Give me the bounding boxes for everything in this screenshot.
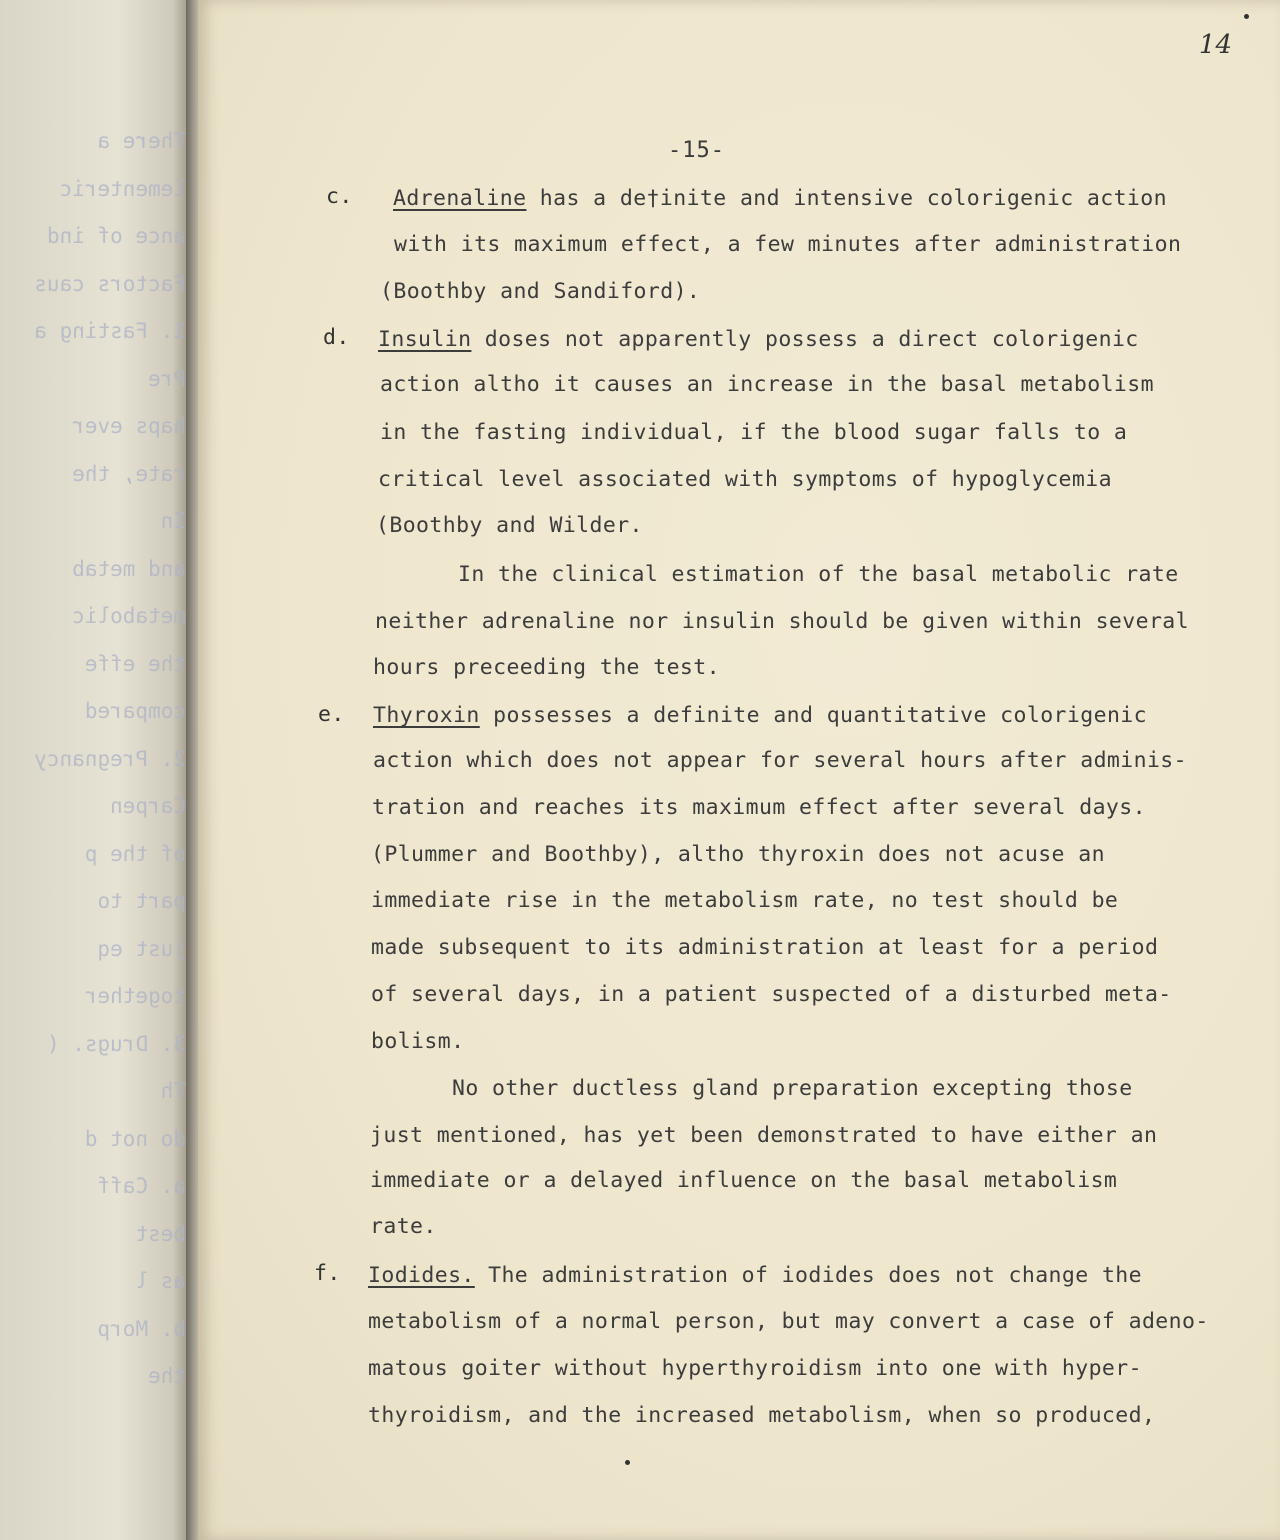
para-2-line-1: No other ductless gland preparation excepting those — [452, 1076, 1133, 1101]
para-2-line-3: immediate or a delayed influence on the basal metabolism — [370, 1168, 1118, 1193]
ghost-line: lementeric — [59, 176, 186, 201]
para-2-line-4: rate. — [370, 1214, 437, 1239]
ghost-line: together — [84, 984, 186, 1008]
item-e-line-2: action which does not appear for several hours after adminis- — [373, 748, 1187, 773]
ink-dot-corner — [1244, 14, 1249, 19]
item-f-line-4: thyroidism, and the increased metabolism, when so produced, — [368, 1403, 1156, 1428]
ghost-line: rate, the — [72, 461, 186, 486]
item-e-line-6: made subsequent to its administration at least for a period — [371, 935, 1159, 960]
ghost-line: b. Morp — [97, 1316, 186, 1341]
left-page-bleedthrough — [0, 0, 196, 1540]
para-1-line-1: In the clinical estimation of the basal metabolic rate — [458, 562, 1179, 587]
item-marker-c: c. — [326, 184, 353, 209]
item-e-line-7: of several days, in a patient suspected of a disturbed meta- — [371, 982, 1172, 1007]
ghost-line: There a — [97, 129, 186, 153]
term-insulin: Insulin — [378, 327, 472, 352]
term-adrenaline: Adrenaline — [393, 186, 527, 211]
item-d-line-4: critical level associated with symptoms of hypoglycemia — [378, 467, 1112, 492]
ghost-line: Pre — [148, 366, 186, 391]
term-iodides: Iodides. — [368, 1263, 475, 1288]
ghost-text — [6, 118, 186, 1401]
ghost-line: a. Caff — [97, 1174, 186, 1198]
item-e-line-3: tration and reaches its maximum effect after several days. — [372, 795, 1146, 820]
ghost-line: 2. Pregnancy — [34, 746, 186, 771]
ghost-line: the — [148, 1364, 186, 1388]
term-thyroxin: Thyroxin — [373, 703, 480, 728]
ghost-line: of the p — [84, 841, 186, 866]
item-marker-e: e. — [318, 702, 345, 727]
ghost-line: do not d — [84, 1126, 186, 1151]
item-c-line-3: (Boothby and Sandiford). — [380, 279, 701, 304]
ink-dot — [625, 1460, 630, 1465]
item-d-line-3: in the fasting individual, if the blood sugar falls to a — [380, 420, 1128, 445]
ghost-line: 3. Drugs. ( — [46, 1031, 186, 1056]
ghost-line: metabolic — [72, 604, 186, 628]
item-f-line-2: metabolism of a normal person, but may convert a case of adeno- — [368, 1309, 1209, 1334]
ghost-line: the effe — [84, 651, 186, 676]
ghost-line: 1. Fasting a — [34, 319, 186, 343]
item-d-line-2: action altho it causes an increase in the basal metabolism — [380, 372, 1154, 397]
item-e-line-1: Thyroxin possesses a definite and quantitative colorigenic — [373, 703, 1147, 728]
ghost-line: part to — [97, 889, 186, 913]
ghost-line: and metab — [72, 556, 186, 581]
item-e-line-4: (Plummer and Boothby), altho thyroxin does not acuse an — [371, 842, 1105, 867]
para-1-line-3: hours preceeding the test. — [373, 655, 720, 680]
item-f-line-1: Iodides. The administration of iodides does not change the — [368, 1263, 1142, 1288]
item-e-line-5: immediate rise in the metabolism rate, no test should be — [371, 888, 1119, 913]
para-1-line-2: neither adrenaline nor insulin should be given within several — [375, 609, 1189, 634]
item-c-line-1: Adrenaline has a de†inite and intensive colorigenic action — [393, 186, 1167, 211]
item-marker-f: f. — [314, 1261, 341, 1286]
item-d-line-1: Insulin doses not apparently possess a direct colorigenic — [378, 327, 1139, 352]
ghost-line: Carpen — [110, 794, 186, 818]
ghost-line: ance of ind — [46, 224, 186, 248]
para-2-line-2: just mentioned, has yet been demonstrated to have either an — [370, 1123, 1158, 1148]
ghost-line: haps ever — [72, 414, 186, 438]
ghost-line: just eq — [97, 936, 186, 961]
item-f-line-3: matous goiter without hyperthyroidism into one with hyper- — [368, 1356, 1142, 1381]
item-e-line-8: bolism. — [371, 1029, 465, 1054]
ghost-line: Th — [160, 1079, 186, 1103]
handwritten-page-number: 14 — [1198, 30, 1232, 60]
page-number: -15- — [668, 138, 725, 163]
ghost-line: best — [135, 1221, 186, 1246]
ghost-line: as l — [135, 1269, 186, 1293]
item-marker-d: d. — [323, 325, 350, 350]
item-c-line-2: with its maximum effect, a few minutes after administration — [394, 232, 1182, 257]
ghost-line: In — [160, 509, 186, 533]
ghost-line: Factors caus — [34, 271, 186, 296]
ghost-line: compared — [84, 699, 186, 723]
item-d-line-5: (Boothby and Wilder. — [376, 513, 643, 538]
